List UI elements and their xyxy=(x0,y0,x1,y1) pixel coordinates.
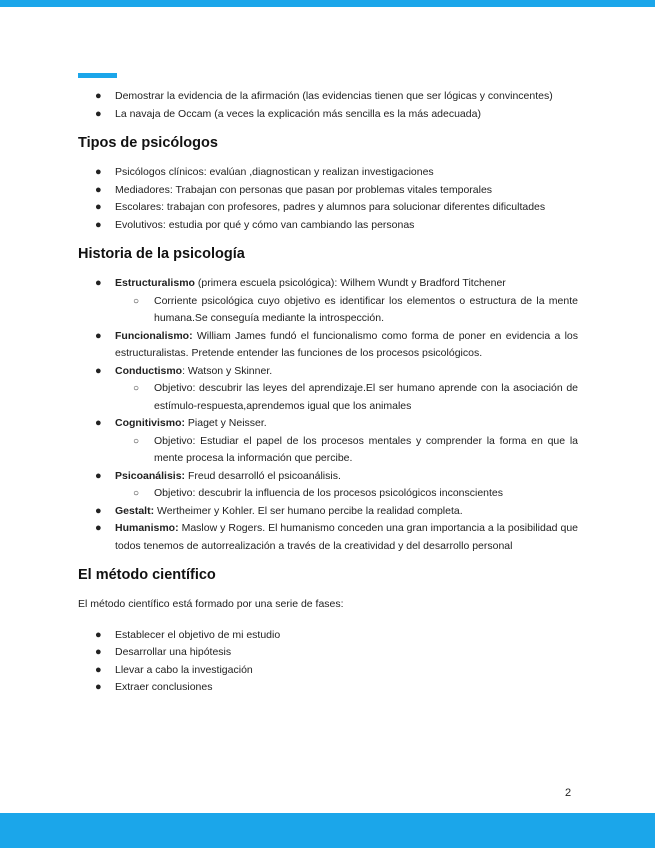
bullet-icon: ● xyxy=(95,646,102,658)
bullet-icon: ● xyxy=(95,201,102,213)
list-item: ● Conductismo: Watson y Skinner. xyxy=(78,363,578,381)
bullet-icon: ● xyxy=(95,469,102,482)
page-number: 2 xyxy=(565,787,572,799)
circle-bullet-icon: ○ xyxy=(133,383,140,394)
page-content xyxy=(78,88,578,697)
bullet-icon: ● xyxy=(95,504,102,517)
list-item: ● Psicoanálisis: Freud desarrolló el psicoanálisis. xyxy=(78,468,578,486)
bottom-accent-bar xyxy=(0,813,655,848)
bullet-icon: ● xyxy=(95,417,102,429)
list-item: ● Escolares: trabajan con profesores, padres y alumnos para solucionar diferentes dificultades xyxy=(78,199,578,217)
list-item: ● Gestalt: Wertheimer y Kohler. El ser humano percibe la realidad completa. xyxy=(78,503,578,521)
bullet-icon: ● xyxy=(95,628,102,641)
list-item: ● La navaja de Occam (a veces la explicación más sencilla es la más adecuada) xyxy=(78,106,578,124)
list-item: ● Funcionalismo: William James fundó el funcionalismo como forma de poner en evidencia a los estructuralistas. Pretende entender las funciones de los procesos psicológicos. xyxy=(95,329,578,359)
top-accent-bar xyxy=(0,0,655,7)
sub-list-item: ○ Objetivo: descubrir las leyes del aprendizaje.El ser humano aprende con la asociación de estímulo-respuesta,aprendemos igual que los animales xyxy=(133,382,578,412)
metodo-list xyxy=(78,627,578,697)
sub-list-item: ○ Corriente psicológica cuyo objetivo es identificar los elementos o estructura de la mente humana.Se conseguía mediante la introspección. xyxy=(133,294,578,324)
sub-list-item: ○ Objetivo: Estudiar el papel de los procesos mentales y comprender la forma en que la mente procesa la información que percibe. xyxy=(133,434,578,464)
bullet-icon: ● xyxy=(95,166,102,178)
metodo-intro: El método científico está formado por una serie de fases: xyxy=(78,598,344,610)
bullet-icon: ● xyxy=(95,218,102,231)
list-item: ● Humanismo: Maslow y Rogers. El humanismo conceden una gran importancia a la posibilidad que todos tenemos de autorrealización a través de la creatividad y del desarrollo personal xyxy=(95,522,578,552)
circle-bullet-icon: ○ xyxy=(133,435,140,447)
list-item: ● Demostrar la evidencia de la afirmación (las evidencias tienen que ser lógicas y convincentes) xyxy=(78,88,578,106)
top-list xyxy=(78,88,578,123)
list-item: ● Psicólogos clínicos: evalúan ,diagnostican y realizan investigaciones xyxy=(78,164,578,182)
bullet-icon: ● xyxy=(95,90,102,102)
list-item: ● Estructuralismo (primera escuela psicológica): Wilhem Wundt y Bradford Titchener xyxy=(78,275,578,293)
heading-tipos: Tipos de psicólogos xyxy=(78,135,218,151)
bullet-icon: ● xyxy=(95,681,102,693)
historia-list xyxy=(78,275,578,555)
bullet-icon: ● xyxy=(95,663,102,676)
tipos-list xyxy=(78,164,578,234)
list-item: ● Llevar a cabo la investigación xyxy=(78,662,578,680)
list-item: ● Evolutivos: estudia por qué y cómo van cambiando las personas xyxy=(78,217,578,235)
list-item: ● Cognitivismo: Piaget y Neisser. xyxy=(78,415,578,433)
accent-dash xyxy=(78,73,117,78)
bullet-icon: ● xyxy=(95,522,102,534)
sub-list-item: ○ Objetivo: descubrir la influencia de los procesos psicológicos inconscientes xyxy=(78,485,578,503)
bullet-icon: ● xyxy=(95,364,102,377)
heading-historia: Historia de la psicología xyxy=(78,246,245,262)
circle-bullet-icon: ○ xyxy=(133,488,140,499)
list-item: ● Mediadores: Trabajan con personas que pasan por problemas vitales temporales xyxy=(78,182,578,200)
bullet-icon: ● xyxy=(95,107,102,120)
list-item: ● Extraer conclusiones xyxy=(78,679,578,697)
list-item: ● Desarrollar una hipótesis xyxy=(78,644,578,662)
bullet-icon: ● xyxy=(95,183,102,196)
circle-bullet-icon: ○ xyxy=(133,295,140,307)
bullet-icon: ● xyxy=(95,277,102,289)
heading-metodo: El método científico xyxy=(78,567,216,583)
list-item: ● Establecer el objetivo de mi estudio xyxy=(78,627,578,645)
bullet-icon: ● xyxy=(95,329,102,342)
